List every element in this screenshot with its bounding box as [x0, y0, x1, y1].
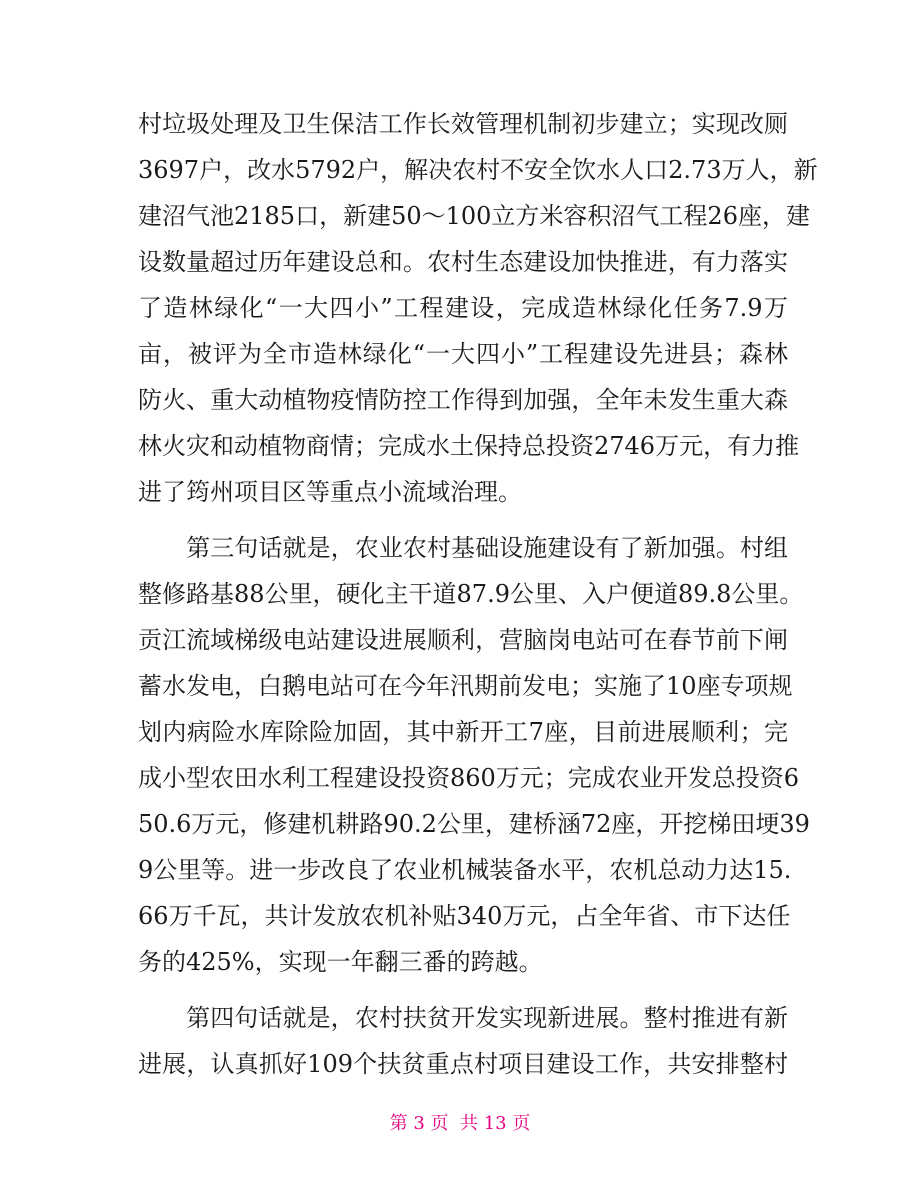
text-line: 亩，被评为全市造林绿化“一大四小”工程建设先进县；森林 — [138, 340, 788, 368]
footer-total-pages: 13 — [483, 1113, 507, 1134]
text-line: 3697户，改水5792户，解决农村不安全饮水人口2.73万人，新 — [138, 156, 818, 184]
paragraph-gap — [138, 985, 788, 995]
body-text — [138, 101, 818, 1087]
text-line: 防火、重大动植物疫情防控工作得到加强，全年未发生重大森 — [138, 386, 788, 414]
text-line: 进了筠州项目区等重点小流域治理。 — [138, 478, 522, 506]
text-line: 蓄水发电，白鹅电站可在今年汛期前发电；实施了10座专项规 — [138, 672, 793, 700]
text-line: 村垃圾处理及卫生保洁工作长效管理机制初步建立；实现改厕 — [138, 110, 788, 138]
text-line: 设数量超过历年建设总和。农村生态建设加快推进，有力落实 — [138, 248, 788, 276]
footer-current-page: 3 — [413, 1113, 425, 1134]
footer-middle: 页 共 — [430, 1113, 478, 1134]
text-line: 50.6万元，修建机耕路90.2公里，建桥涵72座，开挖梯田埂39 — [138, 810, 810, 838]
text-line: 划内病险水库除险加固，其中新开工7座，目前进展顺利；完 — [138, 718, 788, 746]
text-line: 成小型农田水利工程建设投资860万元；完成农业开发总投资6 — [138, 764, 800, 792]
text-line: 66万千瓦，共计发放农机补贴340万元，占全年省、市下达任 — [138, 902, 791, 930]
text-line: 9公里等。进一步改良了农业机械装备水平，农机总动力达15. — [138, 856, 792, 884]
paragraph-gap — [138, 515, 788, 525]
footer-prefix: 第 — [389, 1113, 408, 1134]
text-line: 第三句话就是，农业农村基础设施建设有了新加强。村组 — [138, 534, 788, 562]
text-line: 林火灾和动植物商情；完成水土保持总投资2746万元，有力推 — [138, 432, 800, 460]
text-line: 贡江流域梯级电站建设进展顺利，营脑岗电站可在春节前下闸 — [138, 626, 788, 654]
page-footer — [0, 1112, 920, 1136]
text-line: 进展，认真抓好109个扶贫重点村项目建设工作，共安排整村 — [138, 1050, 788, 1078]
footer-suffix: 页 — [512, 1113, 531, 1134]
text-line: 第四句话就是，农村扶贫开发实现新进展。整村推进有新 — [138, 1004, 788, 1032]
text-line: 了造林绿化“一大四小”工程建设，完成造林绿化任务7.9万 — [138, 294, 788, 322]
text-line: 整修路基88公里，硬化主干道87.9公里、入户便道89.8公里。 — [138, 580, 804, 608]
text-line: 务的425%，实现一年翻三番的跨越。 — [138, 948, 543, 976]
text-line: 建沼气池2185口，新建50～100立方米容积沼气工程26座，建 — [138, 202, 810, 230]
